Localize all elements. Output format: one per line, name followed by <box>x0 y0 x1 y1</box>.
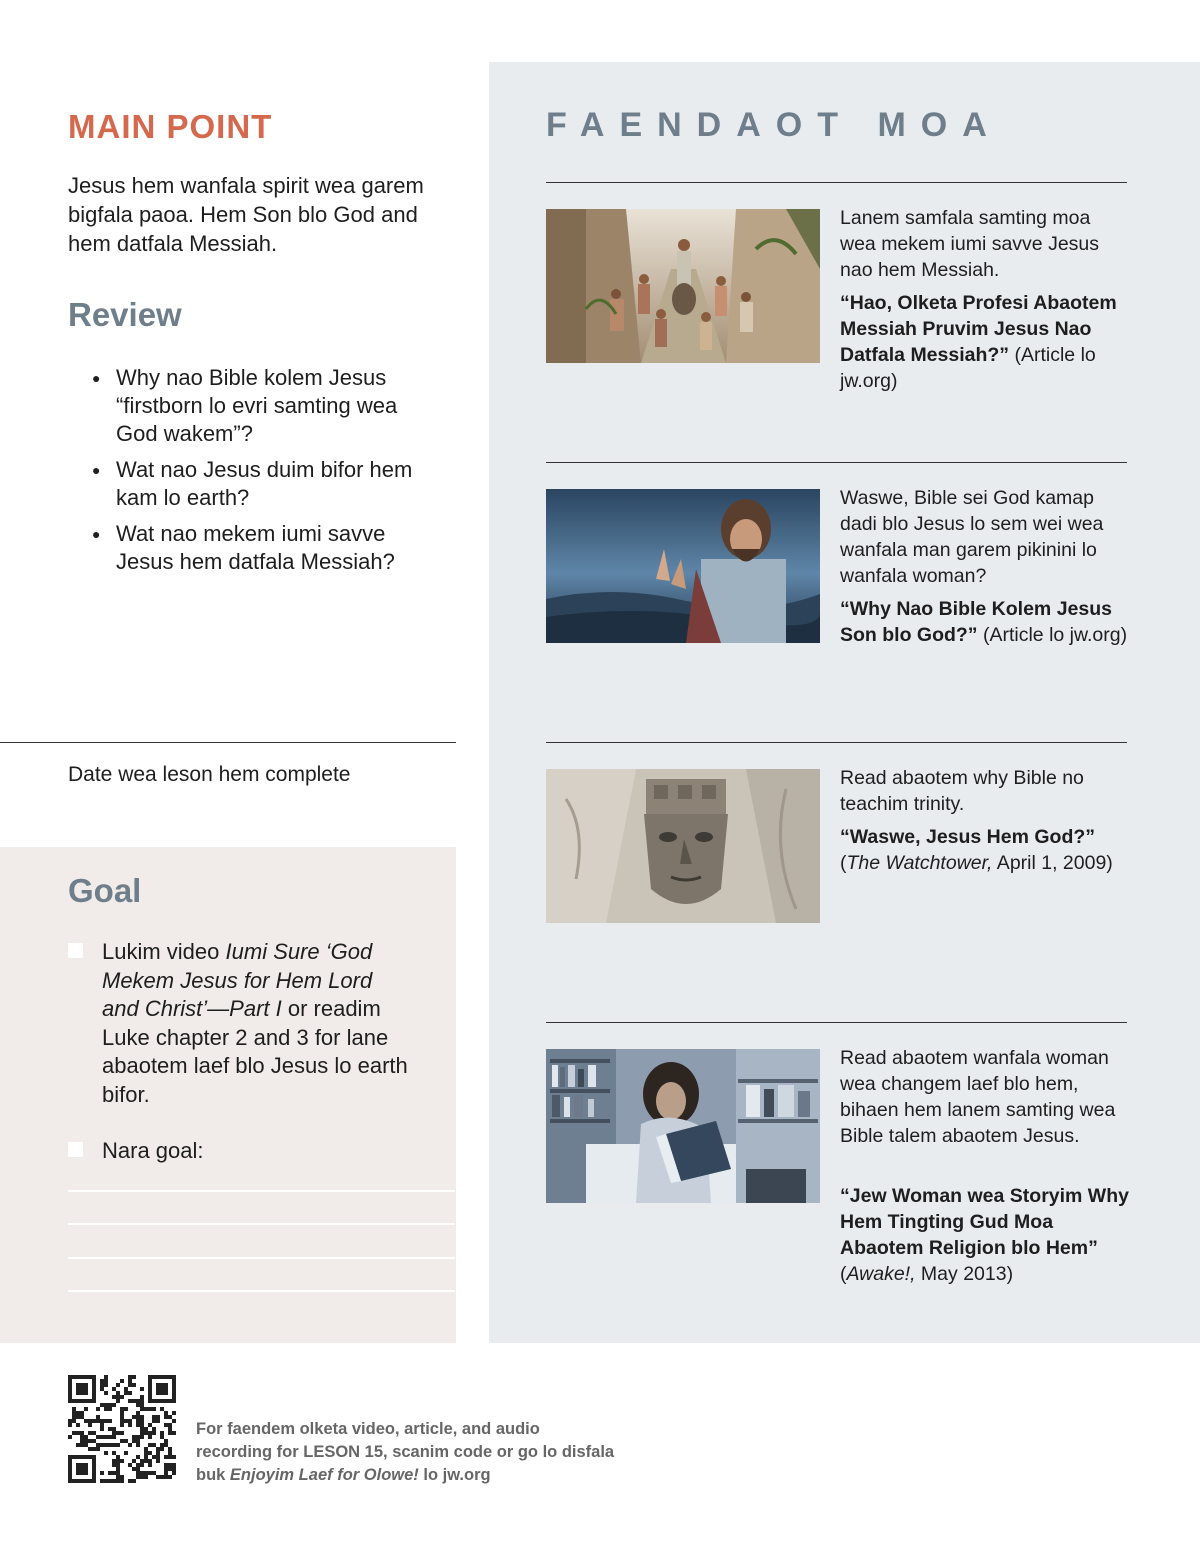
article-source: (Article lo jw.org) <box>977 624 1128 646</box>
article-link[interactable] <box>840 290 1135 394</box>
goal-checkbox[interactable] <box>68 943 83 958</box>
review-question: ● Wat nao mekem iumi savve Jesus hem datfala Messiah? <box>92 520 442 576</box>
date-divider <box>0 742 456 743</box>
trinity-entry-image[interactable] <box>546 769 820 923</box>
review-heading: Review <box>68 296 182 333</box>
goal-item-video <box>68 938 408 1109</box>
goal-writing-line[interactable] <box>68 1290 455 1292</box>
goal-heading: Goal <box>68 872 142 909</box>
review-question: ● Why nao Bible kolem Jesus “firstborn lo evri samting wea God wakem”? <box>92 364 442 448</box>
entry-description: Waswe, Bible sei God kamap dadi blo Jesus lo sem wei wea wanfala man garem pikinini lo wanfala woman? <box>840 487 1104 587</box>
book-title: Enjoyim Laef for Olowe! <box>229 1466 419 1484</box>
article-title[interactable]: “Jew Woman wea Storyim Why Hem Tingting Gud Moa Abaotem Religion blo Hem” <box>840 1185 1129 1259</box>
goal-checkbox[interactable] <box>68 1142 83 1157</box>
goal-item-text: Lukim video Iumi Sure ‘God Mekem Jesus for Hem Lord and Christ’—Part I or readim Luke chapter 2 and 3 for lane abaotem laef blo Jesus lo earth bifor. <box>102 939 408 1107</box>
entry-divider <box>546 1022 1127 1023</box>
article-title[interactable]: “Hao, Olketa Profesi Abaotem Messiah Pruvim Jesus Nao Datfala Messiah?” <box>840 292 1117 366</box>
qr-code-graphic <box>68 1375 176 1483</box>
article-link[interactable] <box>840 596 1135 648</box>
entry-description: Lanem samfala samting moa wea mekem iumi savve Jesus nao hem Messiah. <box>840 207 1100 281</box>
article-link[interactable]: “Waswe, Jesus Hem God?” (The Watchtower, April 1, 2009) <box>840 826 1113 874</box>
jew-woman-entry-image[interactable] <box>546 1049 820 1203</box>
entry-divider <box>546 742 1127 743</box>
main-point-text: Jesus hem wanfala spirit wea garem bigfala paoa. Hem Son blo God and hem datfala Messiah. <box>68 173 424 256</box>
entry-divider <box>546 182 1127 183</box>
goal-writing-line[interactable] <box>68 1257 455 1259</box>
goal-item-text: Nara goal: <box>102 1138 204 1163</box>
goal-writing-line[interactable] <box>68 1223 455 1225</box>
son-of-god-entry-image[interactable] <box>546 489 820 643</box>
date-completed-label: Date wea leson hem complete <box>68 763 351 786</box>
review-question: ● Wat nao Jesus duim bifor hem kam lo earth? <box>92 456 442 512</box>
qr-code[interactable] <box>68 1375 176 1483</box>
entry-divider <box>546 462 1127 463</box>
entry-description: Read abaotem wanfala woman wea changem laef blo hem, bihaen hem lanem samting wea Bible talem abaotem Jesus. <box>840 1047 1116 1147</box>
article-source: (Article lo jw.org) <box>840 344 1096 392</box>
faendaot-moa-heading: FAENDAOT MOA <box>546 106 1002 144</box>
article-title[interactable]: “Waswe, Jesus Hem God?” <box>840 826 1096 848</box>
footer-note: For faendem olketa video, article, and audio recording for LESON 15, scanim code or go lo disfala buk Enjoyim Laef for Olowe! lo jw.org <box>196 1420 615 1484</box>
entry-description: Read abaotem why Bible no teachim trinity. <box>840 767 1084 815</box>
video-title: Iumi Sure ‘God Mekem Jesus for Hem Lord and Christ’—Part I <box>102 939 373 1021</box>
goal-item-other <box>68 1137 408 1166</box>
messiah-entry-image[interactable] <box>546 209 820 363</box>
publication-name: Awake!, <box>846 1263 916 1285</box>
review-list <box>92 364 442 584</box>
article-link[interactable]: “Jew Woman wea Storyim Why Hem Tingting Gud Moa Abaotem Religion blo Hem” (Awake!, May 2013) <box>840 1185 1129 1285</box>
publication-name: The Watchtower, <box>846 852 993 874</box>
article-title[interactable]: “Why Nao Bible Kolem Jesus Son blo God?” <box>840 598 1112 646</box>
main-point-heading: MAIN POINT <box>68 108 273 145</box>
goal-writing-line[interactable] <box>68 1190 455 1192</box>
